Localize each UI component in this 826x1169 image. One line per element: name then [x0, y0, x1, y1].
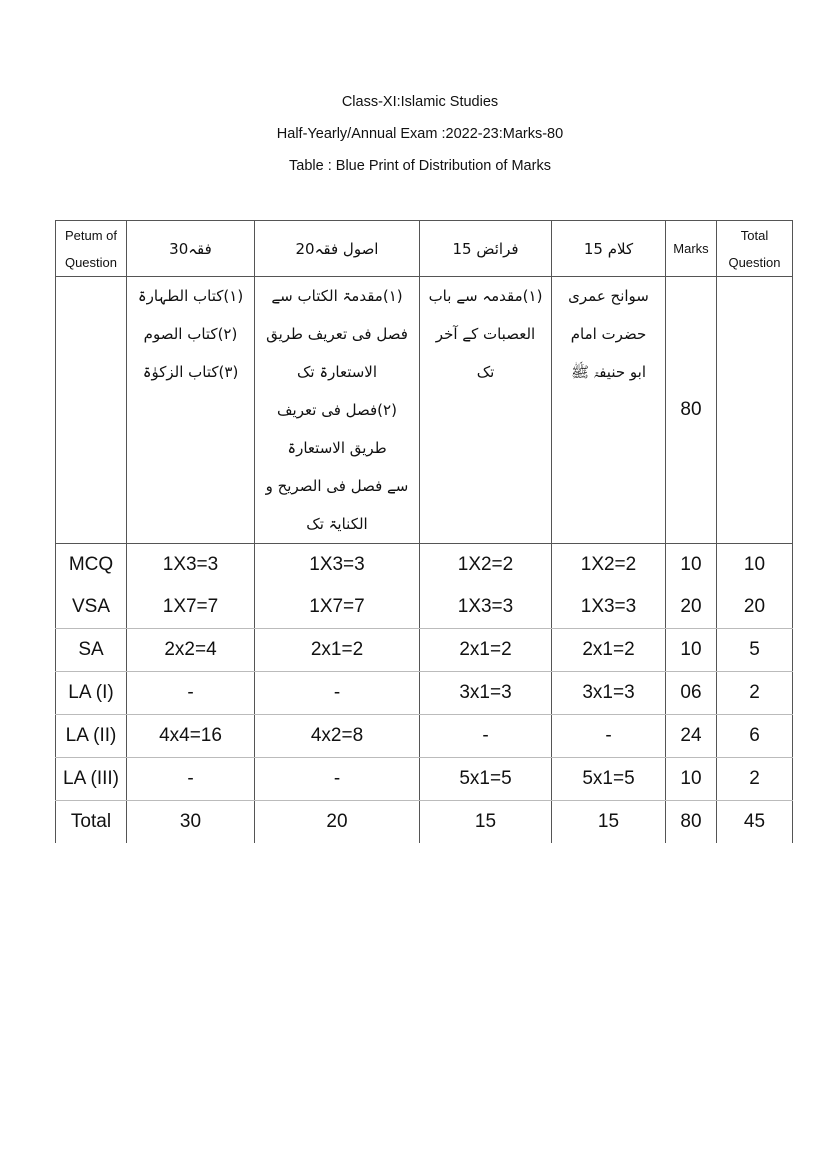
header-question-type-line2: Question: [64, 254, 118, 270]
cell-type: VSA: [56, 586, 127, 629]
cell-kalam: 15: [552, 801, 666, 844]
cell-marks: 20: [666, 586, 717, 629]
header-fiqh: فقہ30: [127, 221, 255, 277]
syllabus-marks: 80: [666, 277, 717, 544]
syllabus-line: طریق الاستعارۃ: [287, 439, 387, 457]
cell-fiqh: 1X3=3: [127, 544, 255, 587]
table-row: [56, 672, 793, 715]
cell-kalam: 2x1=2: [552, 629, 666, 672]
cell-usul: 1X7=7: [255, 586, 420, 629]
syllabus-line: (۳)کتاب الزکوٰۃ: [142, 363, 239, 381]
cell-faraid: 3x1=3: [420, 672, 552, 715]
syllabus-line: (۲)کتاب الصوم: [143, 325, 238, 343]
header-usul-fiqh: اصول فقہ20: [255, 221, 420, 277]
cell-fiqh: 2x2=4: [127, 629, 255, 672]
cell-total: 10: [717, 544, 793, 587]
cell-type: LA (I): [56, 672, 127, 715]
cell-usul: 20: [255, 801, 420, 844]
cell-kalam: 1X2=2: [552, 544, 666, 587]
cell-kalam: -: [552, 715, 666, 758]
cell-marks: 06: [666, 672, 717, 715]
header-faraid: فرائض 15: [420, 221, 552, 277]
cell-marks: 10: [666, 758, 717, 801]
cell-total: 2: [717, 672, 793, 715]
cell-marks: 24: [666, 715, 717, 758]
cell-marks: 10: [666, 629, 717, 672]
cell-faraid: 5x1=5: [420, 758, 552, 801]
marks-rows: [56, 544, 793, 844]
cell-faraid: 2x1=2: [420, 629, 552, 672]
syllabus-line: فصل فی تعریف طریق: [266, 325, 408, 343]
cell-type: Total: [56, 801, 127, 844]
cell-fiqh: 4x4=16: [127, 715, 255, 758]
cell-marks: 80: [666, 801, 717, 844]
cell-type: SA: [56, 629, 127, 672]
header-row: [56, 221, 793, 277]
syllabus-line: ابو حنیفۃ ﷺ: [570, 363, 646, 381]
syllabus-faraid: [420, 277, 552, 544]
header-total-line1: Total: [740, 227, 769, 243]
cell-usul: 2x1=2: [255, 629, 420, 672]
header-total-question: [717, 221, 793, 277]
cell-usul: -: [255, 758, 420, 801]
table-row: [56, 758, 793, 801]
cell-type: MCQ: [56, 544, 127, 587]
header-question-type-line1: Petum of: [64, 227, 118, 243]
syllabus-row: [56, 277, 793, 544]
syllabus-line: الاستعارۃ تک: [296, 363, 378, 381]
cell-usul: 1X3=3: [255, 544, 420, 587]
syllabus-line: (۱)کتاب الطہارۃ: [137, 287, 244, 305]
exam-subtitle: Half-Yearly/Annual Exam :2022-23:Marks-80: [276, 126, 564, 142]
syllabus-type-cell: [56, 277, 127, 544]
syllabus-line: الکنایۃ تک: [306, 515, 368, 533]
syllabus-line: (۱)مقدمۃ الکتاب سے: [271, 287, 403, 305]
cell-kalam: 3x1=3: [552, 672, 666, 715]
syllabus-line: (۱)مقدمہ سے باب: [428, 287, 543, 305]
cell-faraid: -: [420, 715, 552, 758]
cell-kalam: 1X3=3: [552, 586, 666, 629]
header-kalam: کلام 15: [552, 221, 666, 277]
cell-total: 20: [717, 586, 793, 629]
syllabus-kalam: [552, 277, 666, 544]
syllabus-line: العصبات کے آخر: [435, 325, 536, 343]
cell-fiqh: -: [127, 758, 255, 801]
total-row: [56, 801, 793, 844]
syllabus-total-cell: [717, 277, 793, 544]
cell-type: LA (III): [56, 758, 127, 801]
syllabus-fiqh: [127, 277, 255, 544]
syllabus-line: حضرت امام: [570, 325, 647, 343]
table-caption: Table : Blue Print of Distribution of Marks: [289, 158, 551, 174]
syllabus-line: سے فصل فی الصریح و: [265, 477, 409, 495]
table-row: [56, 629, 793, 672]
cell-kalam: 5x1=5: [552, 758, 666, 801]
cell-total: 45: [717, 801, 793, 844]
cell-fiqh: 1X7=7: [127, 586, 255, 629]
cell-fiqh: 30: [127, 801, 255, 844]
syllabus-usul: [255, 277, 420, 544]
syllabus-line: سوانح عمری: [568, 287, 649, 305]
document-title: Class-XI:Islamic Studies: [341, 94, 499, 110]
cell-usul: 4x2=8: [255, 715, 420, 758]
table-row: [56, 544, 793, 587]
cell-faraid: 1X2=2: [420, 544, 552, 587]
blueprint-table: [55, 220, 793, 843]
header-marks: Marks: [666, 221, 717, 277]
cell-marks: 10: [666, 544, 717, 587]
cell-total: 2: [717, 758, 793, 801]
table-row: [56, 715, 793, 758]
header-question-type: [56, 221, 127, 277]
cell-faraid: 15: [420, 801, 552, 844]
cell-usul: -: [255, 672, 420, 715]
header-total-line2: Question: [728, 254, 781, 270]
cell-faraid: 1X3=3: [420, 586, 552, 629]
cell-total: 6: [717, 715, 793, 758]
syllabus-line: تک: [476, 363, 495, 381]
cell-type: LA (II): [56, 715, 127, 758]
table-row: [56, 586, 793, 629]
syllabus-line: (۲)فصل فی تعریف: [277, 401, 397, 419]
cell-fiqh: -: [127, 672, 255, 715]
cell-total: 5: [717, 629, 793, 672]
